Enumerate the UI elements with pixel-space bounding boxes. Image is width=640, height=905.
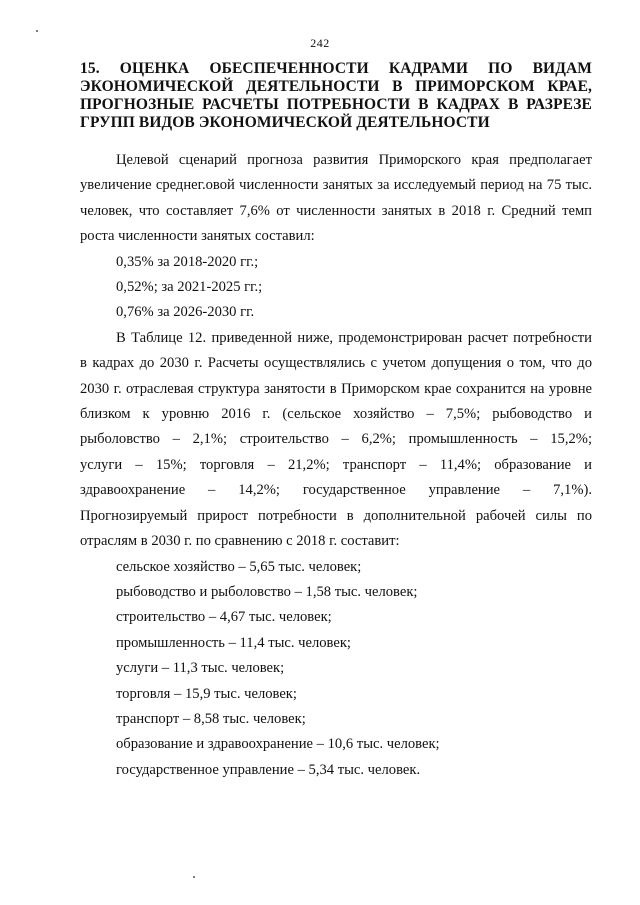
- paragraph-line: роста численности занятых составил:: [80, 228, 315, 245]
- heading-line: ПРОГНОЗНЫЕ РАСЧЕТЫ ПОТРЕБНОСТИ В КАДРАХ В РАЗРЕЗЕ: [80, 96, 592, 113]
- page-number: 242: [310, 36, 330, 50]
- paragraph-line: близком к уровню 2016 г. (сельское хозяйство – 7,5%; рыбоводство и: [80, 406, 592, 423]
- paragraph-line: отраслям в 2030 г. по сравнению с 2018 г. составит:: [80, 533, 400, 550]
- body-text: [80, 148, 592, 783]
- sector-increase-list: [80, 555, 592, 784]
- list-item: государственное управление – 5,34 тыс. человек.: [116, 761, 421, 778]
- paragraph-line: в кадрах до 2030 г. Расчеты осуществлялись с учетом допущения о том, что до: [80, 355, 592, 372]
- section-heading: [80, 60, 592, 132]
- list-item: рыбоводство и рыболовство – 1,58 тыс. человек;: [116, 583, 418, 600]
- paragraph-line: рыболовство – 2,1%; строительство – 6,2%; промышленность – 15,2%;: [80, 431, 592, 448]
- paragraph-line: В Таблице 12. приведенной ниже, продемонстрирован расчет потребности: [116, 329, 592, 346]
- paragraph-scenario: [80, 148, 592, 250]
- paragraph-line: услуги – 15%; торговля – 21,2%; транспорт – 11,4%; образование и: [80, 456, 592, 473]
- list-item: промышленность – 11,4 тыс. человек;: [116, 634, 351, 651]
- paragraph-line: Целевой сценарий прогноза развития Приморского края предполагает: [116, 152, 592, 168]
- heading-line: 15. ОЦЕНКА ОБЕСПЕЧЕННОСТИ КАДРАМИ ПО ВИДАМ: [80, 60, 592, 77]
- paragraph-line: 2030 г. отраслевая структура занятости в Приморском крае сохранится на уровне: [80, 380, 592, 397]
- paragraph-line: Прогнозируемый прирост потребности в дополнительной рабочей силы по: [80, 507, 592, 524]
- list-item: сельское хозяйство – 5,65 тыс. человек;: [116, 558, 362, 575]
- list-item: 0,76% за 2026-2030 гг.: [116, 304, 255, 321]
- scan-speck: [193, 876, 195, 878]
- list-item: строительство – 4,67 тыс. человек;: [116, 609, 332, 626]
- paragraph-line: человек, что составляет 7,6% от численности занятых в 2018 г. Средний темп: [80, 202, 592, 219]
- list-item: 0,52%; за 2021-2025 гг.;: [116, 279, 263, 296]
- paragraph-line: увеличение среднег.овой численности занятых за исследуемый период на 75 тыс.: [80, 177, 592, 194]
- list-item: торговля – 15,9 тыс. человек;: [116, 685, 297, 702]
- list-item: 0,35% за 2018-2020 гг.;: [116, 253, 259, 270]
- heading-line: ГРУПП ВИДОВ ЭКОНОМИЧЕСКОЙ ДЕЯТЕЛЬНОСТИ: [80, 114, 490, 131]
- growth-rate-list: [80, 250, 592, 326]
- heading-line: ЭКОНОМИЧЕСКОЙ ДЕЯТЕЛЬНОСТИ В ПРИМОРСКОМ КРАЕ,: [80, 78, 592, 95]
- list-item: образование и здравоохранение – 10,6 тыс. человек;: [116, 736, 440, 753]
- list-item: транспорт – 8,58 тыс. человек;: [116, 710, 306, 727]
- scan-speck: [36, 30, 38, 32]
- paragraph-line: здравоохранение – 14,2%; государственное управление – 7,1%).: [80, 482, 592, 499]
- paragraph-table-12: [80, 326, 592, 555]
- list-item: услуги – 11,3 тыс. человек;: [116, 660, 285, 677]
